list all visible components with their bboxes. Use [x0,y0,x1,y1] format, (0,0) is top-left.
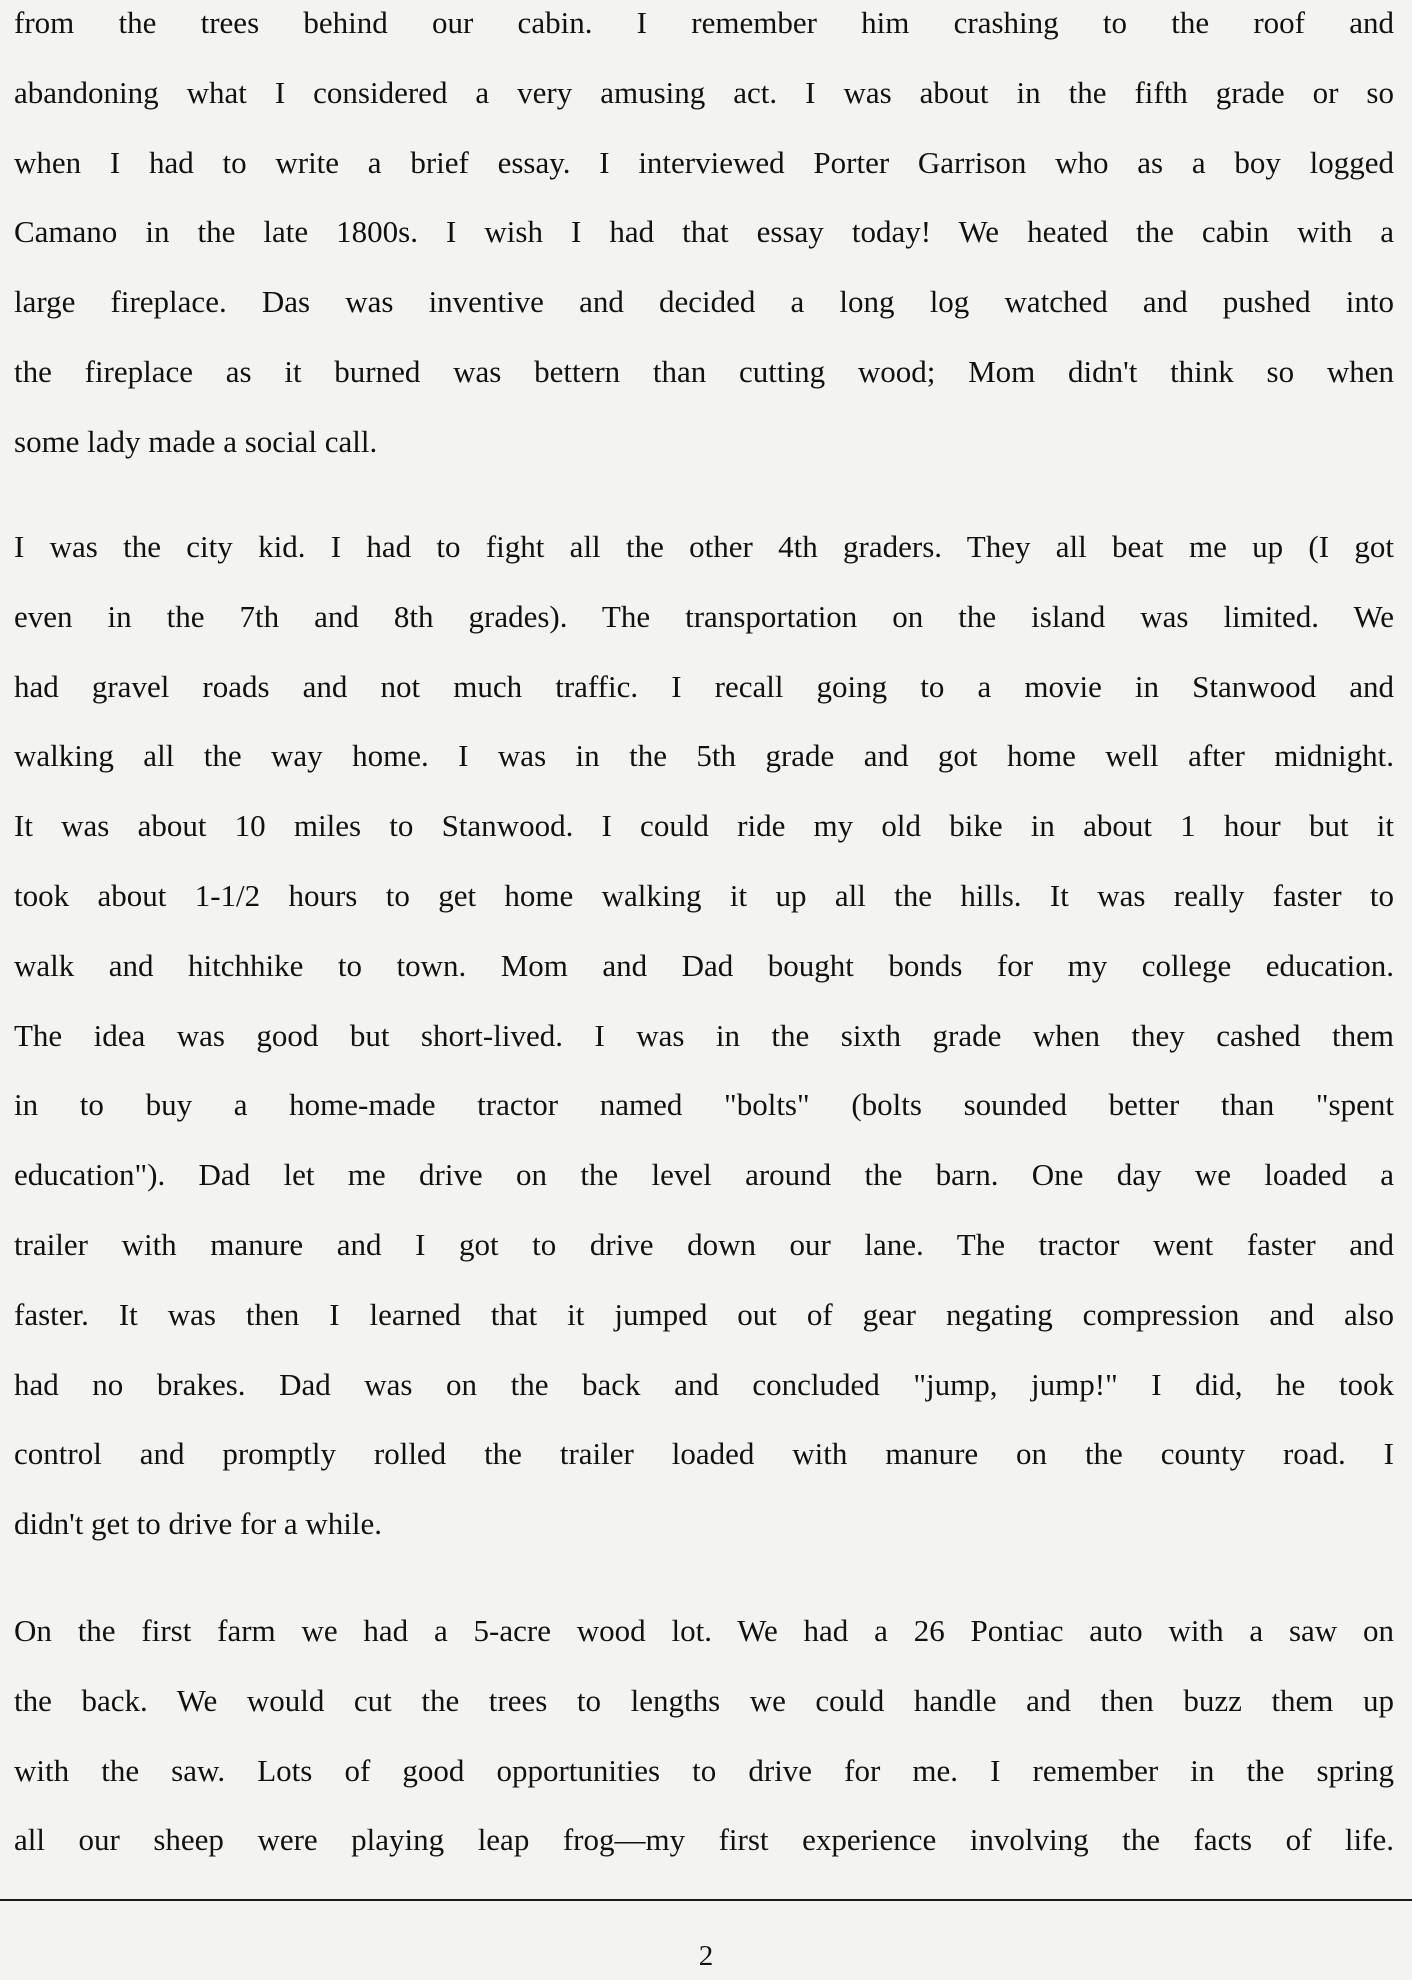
paragraph-first-farm [14,1596,1394,1875]
text-line: walk and hitchhike to town. Mom and Dad bought bonds for my college education. [14,947,1394,983]
text-line: in to buy a home-made tractor named "bolts" (bolts sounded better than "spent [14,1087,1394,1123]
footer-divider [0,1899,1412,1901]
text-line: walking all the way home. I was in the 5th grade and got home well after midnight. [14,738,1394,774]
text-line: On the first farm we had a 5-acre wood lot. We had a 26 Pontiac auto with a saw on [14,1613,1394,1648]
text-line: The idea was good but short-lived. I was in the sixth grade when they cashed them [14,1017,1394,1053]
text-line: some lady made a social call. [14,423,378,459]
text-line: I was the city kid. I had to fight all the other 4th graders. They all beat me up (I got [14,529,1394,564]
text-line: when I had to write a brief essay. I interviewed Porter Garrison who as a boy logged [14,144,1394,180]
text-line: abandoning what I considered a very amusing act. I was about in the fifth grade or so [14,74,1394,110]
text-line: had no brakes. Dad was on the back and concluded "jump, jump!" I did, he took [14,1366,1394,1402]
text-line: the back. We would cut the trees to lengths we could handle and then buzz them up [14,1682,1394,1718]
text-line: Camano in the late 1800s. I wish I had that essay today! We heated the cabin with a [14,214,1394,250]
text-line: faster. It was then I learned that it jumped out of gear negating compression and also [14,1296,1394,1332]
text-line: trailer with manure and I got to drive down our lane. The tractor went faster and [14,1226,1394,1262]
text-line: even in the 7th and 8th grades). The transportation on the island was limited. We [14,598,1394,634]
text-line: all our sheep were playing leap frog—my first experience involving the facts of life. [14,1822,1394,1858]
text-line: control and promptly rolled the trailer loaded with manure on the county road. I [14,1436,1394,1472]
paragraph-cabin-memories [14,0,1394,477]
text-line: didn't get to drive for a while. [14,1506,383,1542]
text-line: from the trees behind our cabin. I remember him crashing to the roof and [14,5,1394,40]
text-line: the fireplace as it burned was bettern than cutting wood; Mom didn't think so when [14,353,1394,389]
text-line: large fireplace. Das was inventive and decided a long log watched and pushed into [14,284,1394,320]
text-line: education"). Dad let me drive on the level around the barn. One day we loaded a [14,1157,1394,1193]
text-line: had gravel roads and not much traffic. I recall going to a movie in Stanwood and [14,668,1394,704]
text-line: with the saw. Lots of good opportunities to drive for me. I remember in the spring [14,1752,1394,1788]
paragraph-city-kid [14,512,1394,1559]
text-line: It was about 10 miles to Stanwood. I could ride my old bike in about 1 hour but it [14,808,1394,844]
page-number: 2 [698,1940,714,1972]
text-line: took about 1-1/2 hours to get home walking it up all the hills. It was really faster to [14,877,1394,913]
